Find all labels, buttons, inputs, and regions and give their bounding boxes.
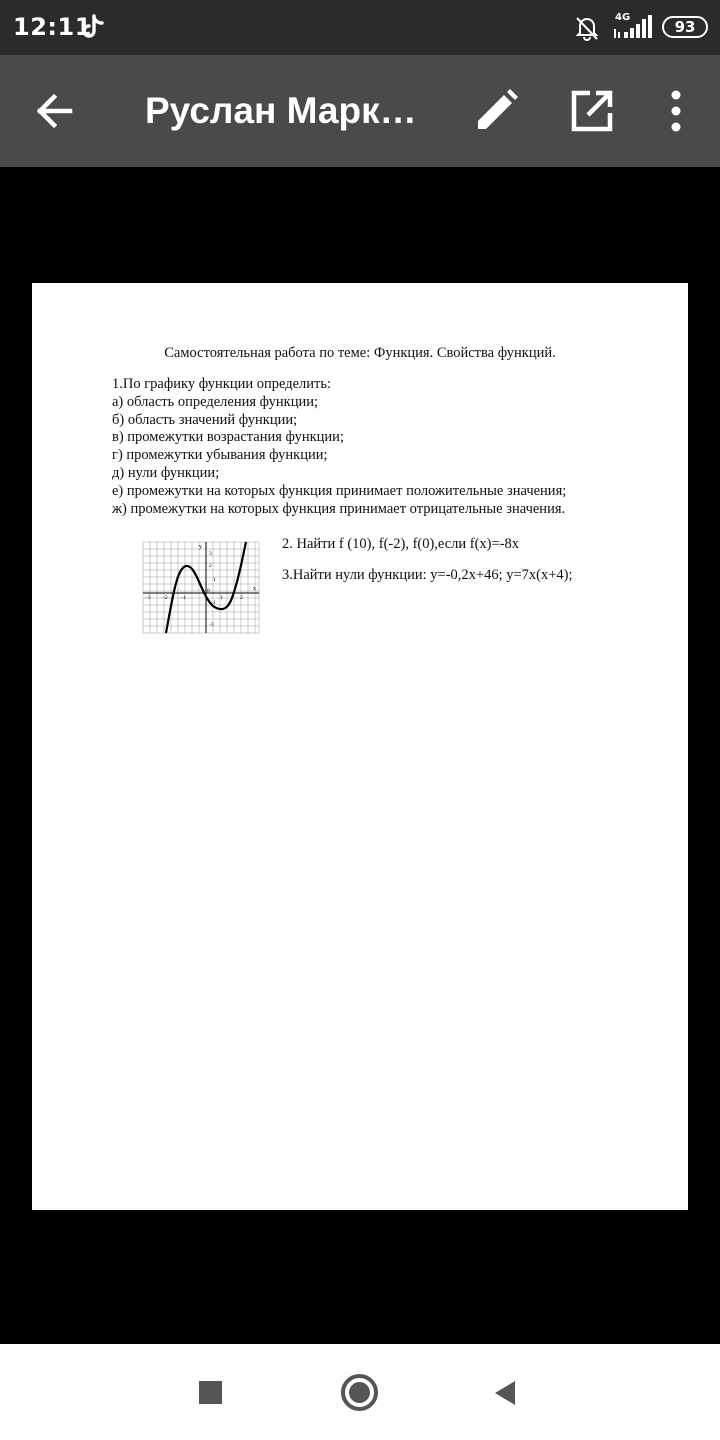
home-circle-icon[interactable] bbox=[341, 1374, 378, 1411]
x-tick-2: 2 bbox=[240, 595, 243, 601]
task-3: 3.Найти нули функции: y=-0,2x+46; y=7x(x+4); bbox=[282, 567, 573, 583]
x-axis-label: x bbox=[253, 586, 256, 592]
task-1-item-d: д) нули функции; bbox=[112, 464, 220, 481]
system-nav-bar bbox=[0, 1344, 720, 1440]
y-tick-1: 1 bbox=[213, 577, 216, 583]
y-tick-minus-1: -1 bbox=[211, 600, 216, 606]
status-bar bbox=[0, 0, 720, 55]
y-tick-2: 2 bbox=[209, 563, 212, 569]
signal-icon bbox=[612, 12, 654, 42]
y-tick-minus-3: -3 bbox=[209, 622, 214, 628]
network-type-label: 4G bbox=[615, 12, 631, 23]
signal-bars-icon bbox=[612, 12, 654, 42]
back-triangle-icon[interactable] bbox=[493, 1380, 517, 1406]
open-external-icon[interactable] bbox=[568, 87, 616, 135]
x-tick-1: 1 bbox=[220, 595, 223, 601]
task-1-item-g: г) промежутки убывания функции; bbox=[112, 447, 328, 464]
function-graph bbox=[141, 540, 261, 635]
status-time: 12:11 bbox=[13, 13, 92, 41]
x-tick-minus-2: -2 bbox=[163, 595, 168, 601]
recents-square-icon[interactable] bbox=[199, 1381, 222, 1404]
y-tick-3: 3 bbox=[209, 551, 212, 557]
x-tick-0: 0 bbox=[207, 588, 210, 594]
more-vert-icon[interactable] bbox=[660, 87, 692, 135]
y-axis-label: y bbox=[199, 544, 202, 550]
x-tick-minus-3: -3 bbox=[146, 595, 151, 601]
task-1-item-a: а) область определения функции; bbox=[112, 393, 319, 410]
task-1-item-b: б) область значений функции; bbox=[112, 411, 298, 428]
x-tick-minus-1: -1 bbox=[181, 595, 186, 601]
task-1-heading: 1.По графику функции определить: bbox=[112, 376, 332, 392]
app-bar bbox=[0, 55, 720, 167]
edit-pencil-icon[interactable] bbox=[472, 87, 520, 135]
task-1-item-zh: ж) промежутки на которых функция принимает отрицательные значения. bbox=[112, 500, 566, 517]
task-1-item-e: е) промежутки на которых функция принимает положительные значения; bbox=[112, 482, 567, 499]
task-1 bbox=[112, 376, 566, 518]
worksheet-title: Самостоятельная работа по теме: Функция. Свойства функций. bbox=[164, 345, 556, 361]
bell-off-icon bbox=[573, 14, 601, 42]
task-2: 2. Найти f (10), f(-2), f(0),если f(x)=-8x bbox=[282, 536, 520, 552]
back-arrow-icon[interactable] bbox=[26, 86, 80, 136]
document-page bbox=[32, 283, 688, 1210]
battery-indicator: 93 bbox=[662, 16, 708, 38]
task-1-item-v: в) промежутки возрастания функции; bbox=[112, 429, 344, 446]
document-viewer[interactable] bbox=[0, 167, 720, 1344]
document-title: Руслан Марк… bbox=[145, 90, 417, 131]
tiktok-icon bbox=[82, 14, 106, 40]
